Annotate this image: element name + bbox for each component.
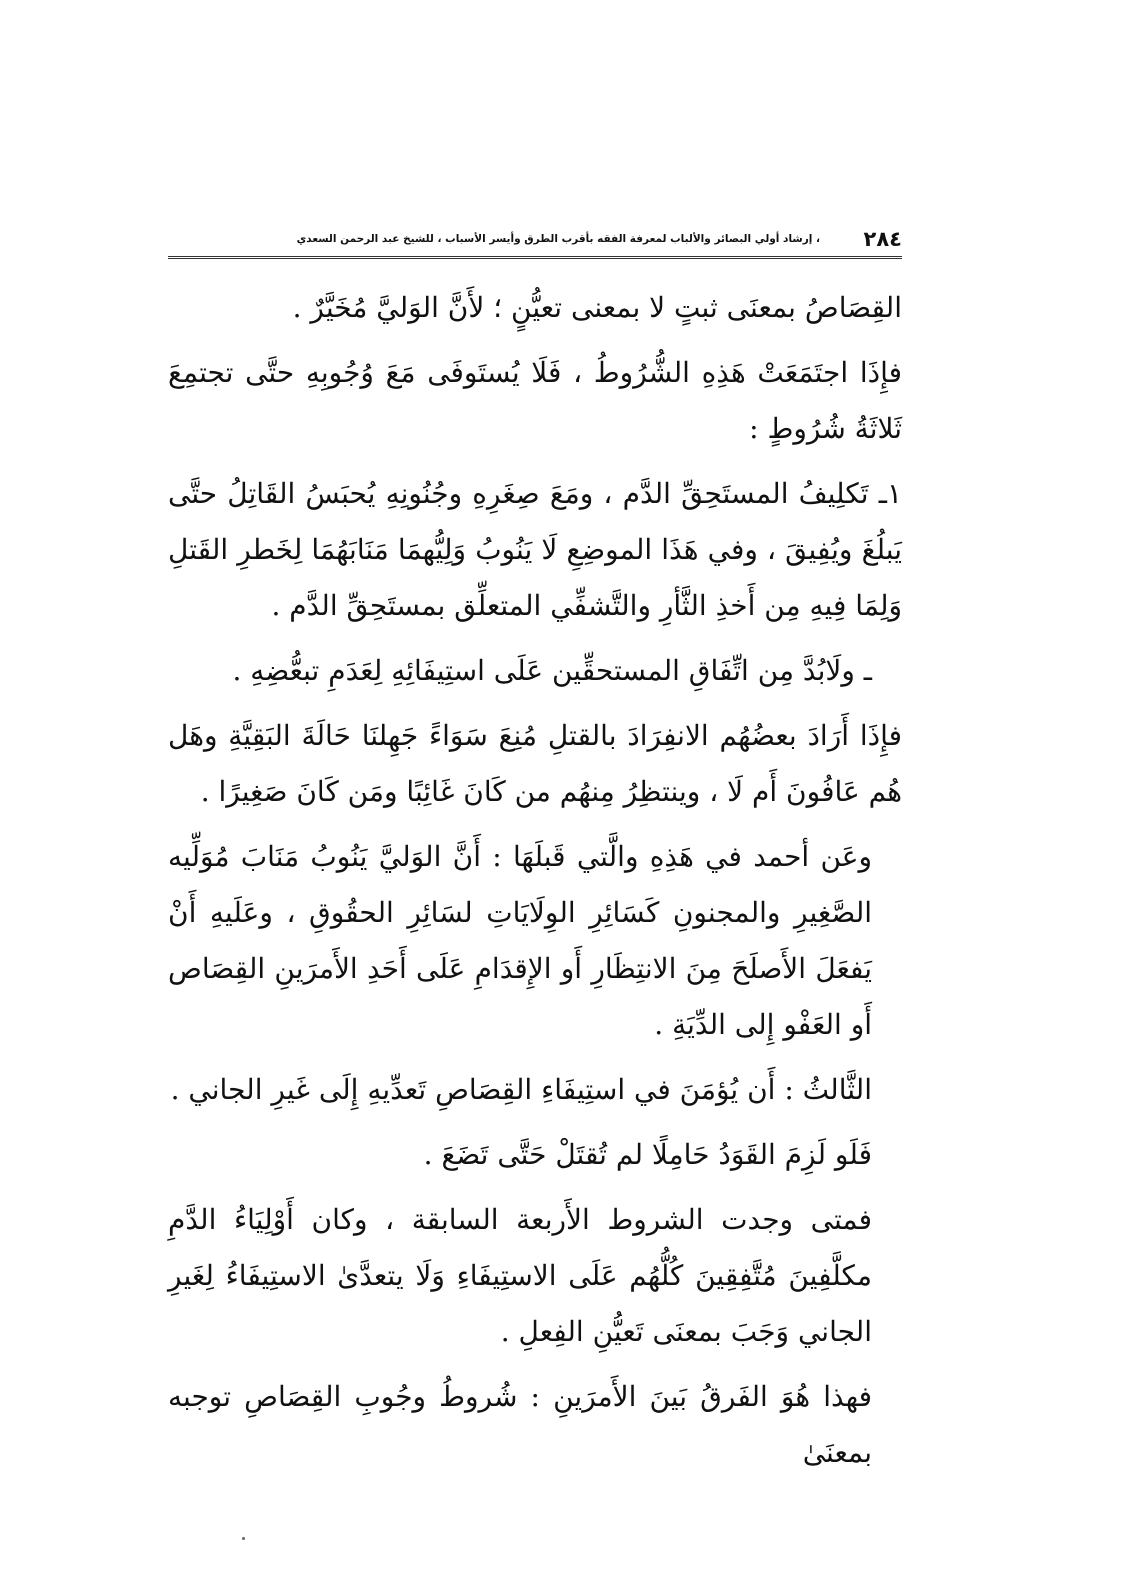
paragraph-4: فإِذَا أَرَادَ بعضُهُم الانفِرَادَ بالقتلِ مُنِعَ سَوَاءً جَهِلنَا حَالَةَ البَقِيَّةِ وهَل هُم عَافُونَ أَم لَا ، وينتظِرُ مِنهُم من كَانَ غَائِبًا ومَن كَانَ صَغِيرًا . [168, 719, 902, 808]
scan-speck [242, 1537, 245, 1540]
paragraph-2: فإِذَا اجتَمَعَتْ هَذِهِ الشُّرُوطُ ، فَلَا يُستَوفَى مَعَ وُجُوبِهِ حتَّى تجتمِعَ ثَلاثَةُ شُرُوطٍ : [168, 356, 902, 445]
paragraph-pregnant: فَلَو لَزِمَ القَوَدُ حَامِلًا لم تُقتَلْ حَتَّى تَضَعَ . [423, 1138, 872, 1171]
paragraph-ahmad: وعَن أحمد في هَذِهِ والَّتي قَبلَهَا : أَنَّ الوَليَّ يَنُوبُ مَنَابَ مُوَلِّيه الصَّغِيرِ والمجنونِ كَسَائِرِ الوِلَايَاتِ لسَائِرِ الحقُوقِ ، وعَلَيهِ أَنْ يَفعَلَ الأَصلَحَ مِنَ الانتِظَارِ أَو الإِقدَامِ عَلَى أَحَدِ الأَمرَينِ القِصَاص أَو العَفْو إِلى الدِّيَةِ . [168, 840, 872, 1041]
paragraph-summary: فمتى وجدت الشروط الأَربعة السابقة ، وكان أَوْلِيَاءُ الدَّمِ مكلَّفِينَ مُتَّفِقِينَ كُلُّهُم عَلَى الاستِيفَاءِ وَلَا يتعدَّىٰ الاستِيفَاءُ لِغَيرِ الجاني وَجَبَ بمعنَى تَعيُّنِ الفِعلِ . [168, 1203, 872, 1348]
paragraph-1: القِصَاصُ بمعنَى ثبتٍ لا بمعنى تعيُّنٍ ؛ لأَنَّ الوَليَّ مُخَيَّرٌ . [292, 291, 902, 324]
page-body [168, 280, 902, 1490]
paragraph-difference: فهذا هُوَ الفَرقُ بَينَ الأَمرَينِ : شُروطُ وجُوبِ القِصَاصِ توجبه بمعنَىٰ [168, 1380, 872, 1469]
paragraph-condition-1: ١ـ تَكلِيفُ المستَحِقِّ الدَّم ، ومَعَ صِغَرِهِ وجُنُونِهِ يُحبَسُ القَاتِلُ حتَّى يَبلُغَ ويُفِيقَ ، وفي هَذَا الموضِعِ لَا يَنُوبُ وَلِيُّهمَا مَنَابَهُمَا لِخَطرِ القَتلِ وَلِمَا فِيهِ مِن أَخذِ الثَّأرِ والتَّشفِّي المتعلِّق بمستَحِقِّ الدَّم . [168, 477, 902, 622]
paragraph-condition-3: الثَّالثُ : أَن يُؤمَنَ في استِيفَاءِ القِصَاصِ تَعدِّيهِ إِلَى غَيرِ الجاني . [170, 1073, 872, 1106]
header-divider [168, 256, 902, 259]
page-number: ٢٨٤ [863, 227, 902, 251]
paragraph-agreement: ـ ولَابُدَّ مِن اتِّفَاقِ المستحقِّين عَلَى استِيفَائِهِ لِعَدَمِ تبعُّضِهِ . [232, 654, 872, 687]
book-title-header: ، إرشاد أولي البصائر والألباب لمعرفة الفقه بأقرب الطرق وأيسر الأسباب ، للشيخ عبد الرحمن السعدي [296, 233, 820, 245]
running-header [168, 226, 902, 254]
